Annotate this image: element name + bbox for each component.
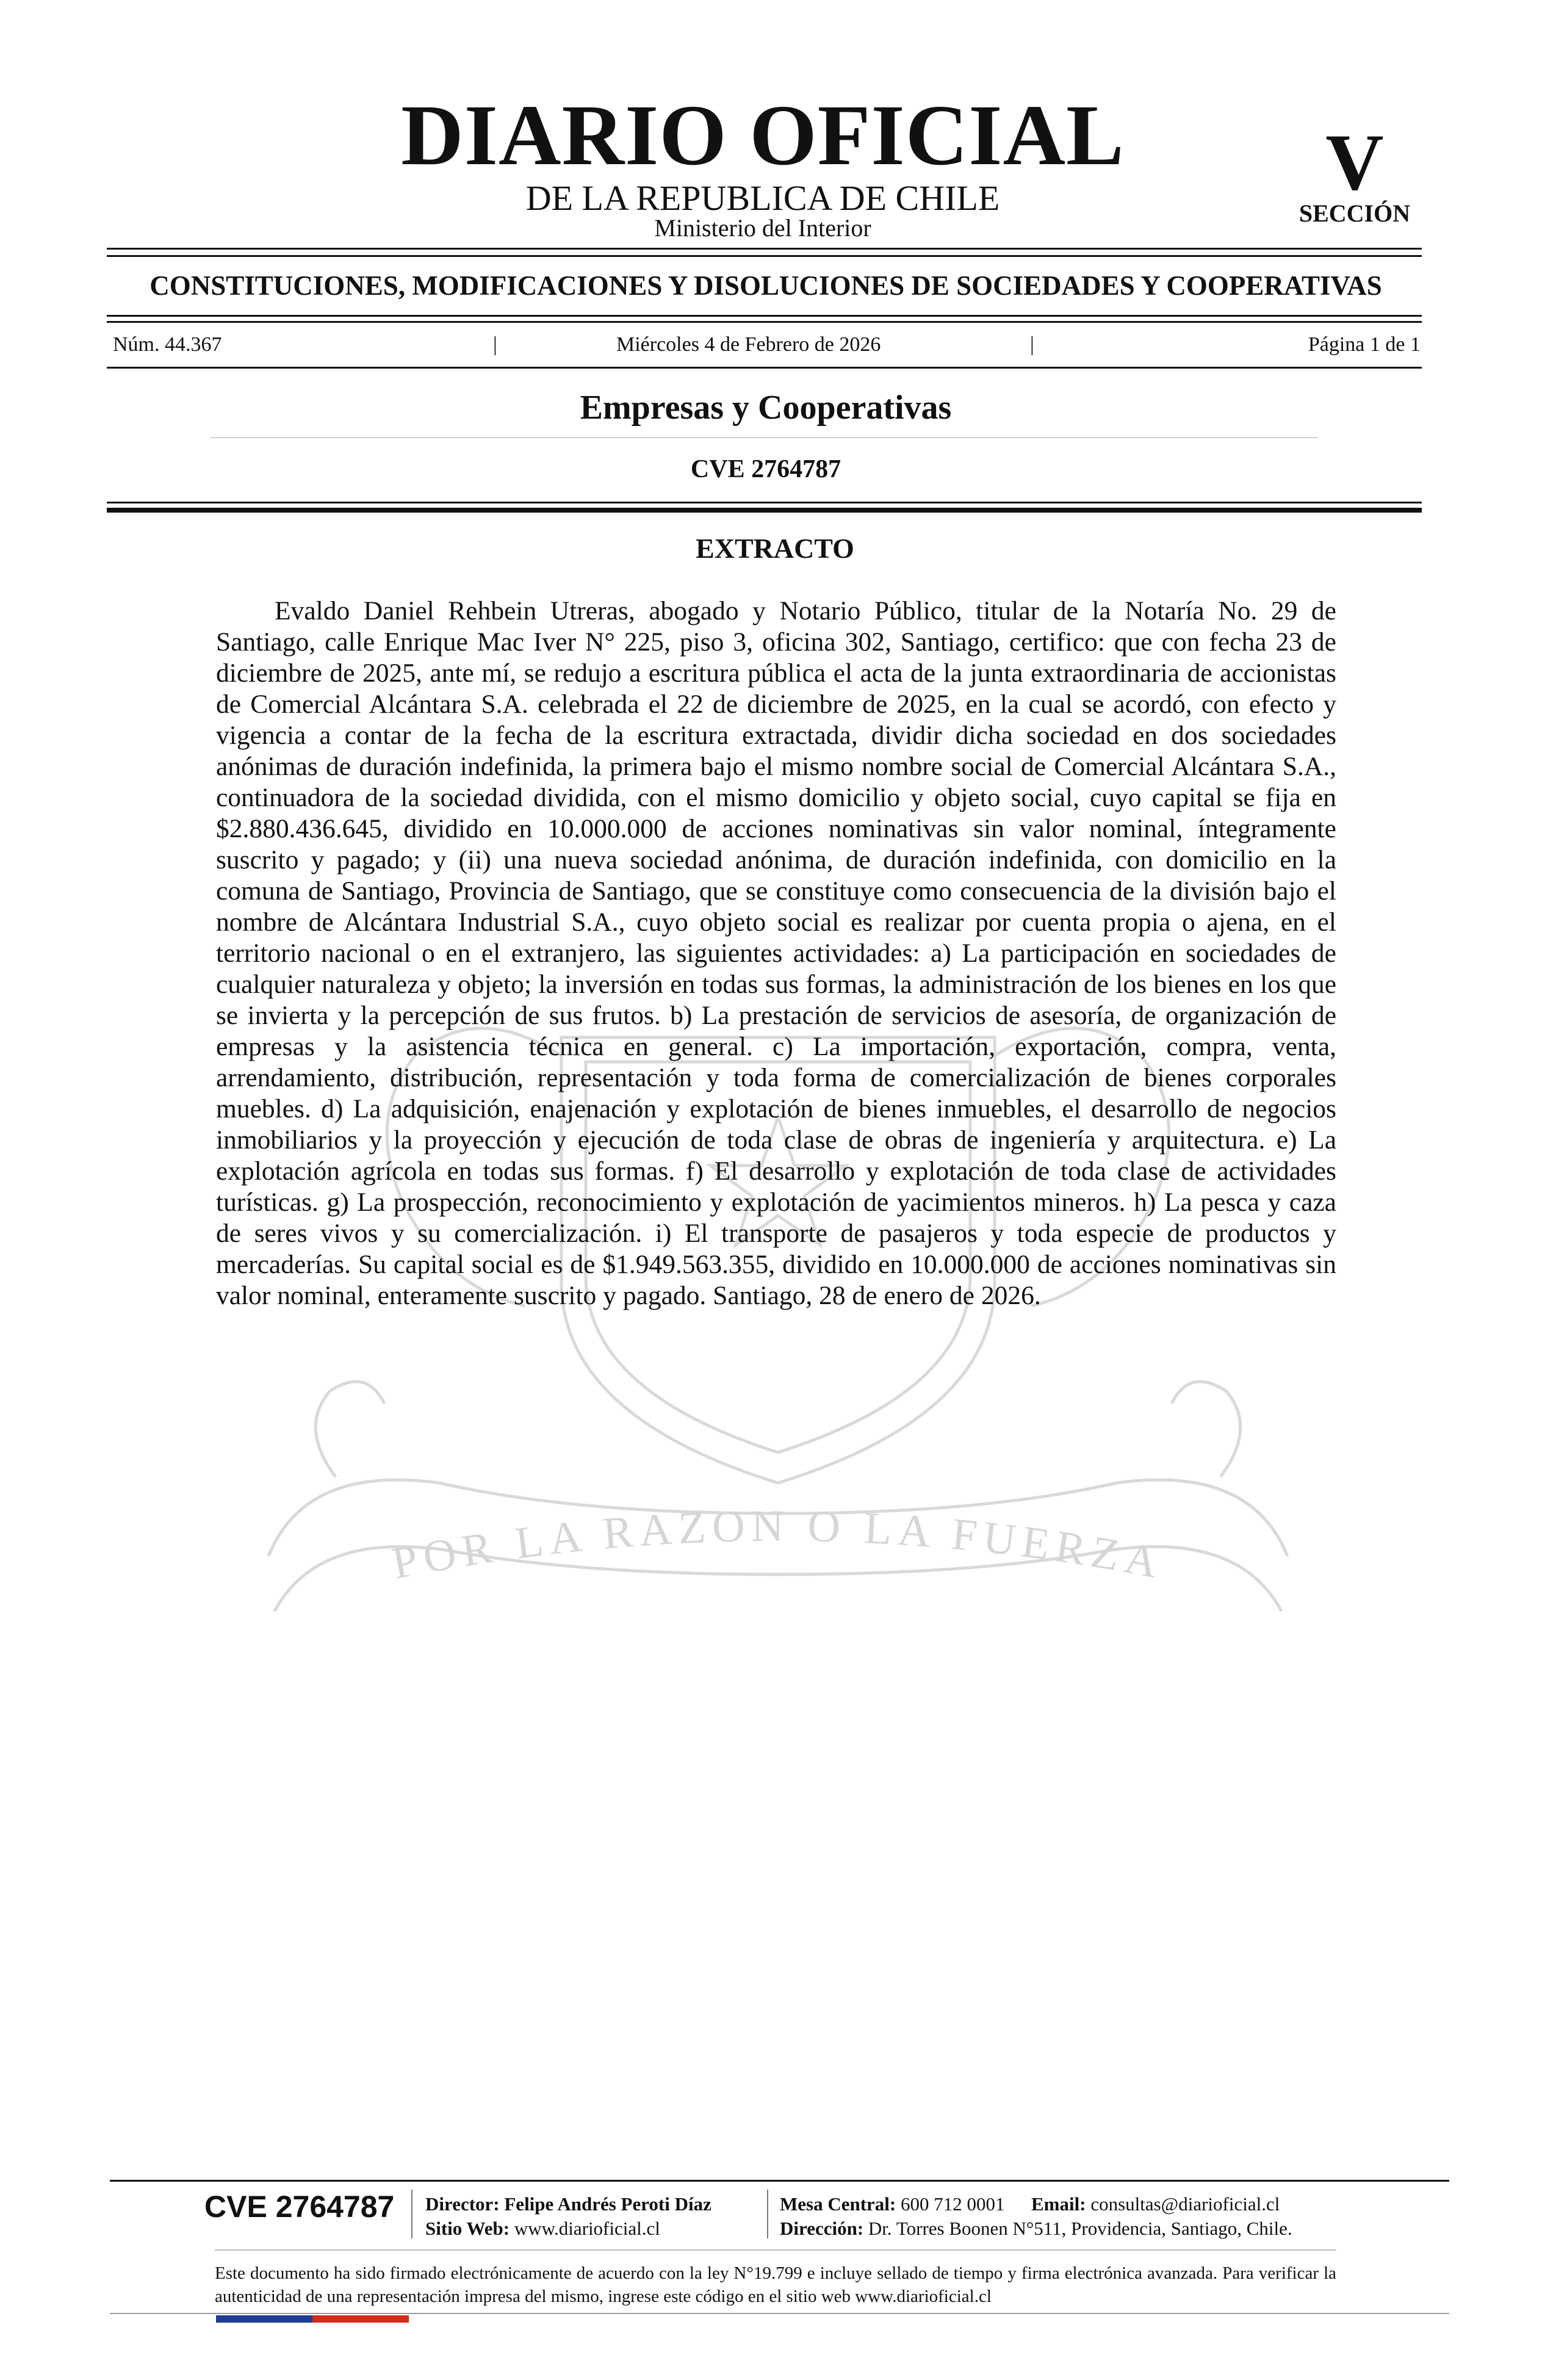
masthead-subtitle: DE LA REPUBLICA DE CHILE <box>525 178 1000 218</box>
footer-director-value: Felipe Andrés Peroti Díaz <box>504 2193 711 2215</box>
footer-rule-middle <box>215 2249 1336 2251</box>
footer-divider <box>411 2190 412 2238</box>
issue-separator: | <box>1030 333 1034 356</box>
footer-legal-notice: Este documento ha sido firmado electrónicamente de acuerdo con la ley N°19.799 e incluye sellado de tiempo y firma electrónica avanzada. Para verificar la autenticidad de una representación impresa del mismo, ingrese este código en el sitio web www.diarioficial.cl <box>215 2263 1336 2306</box>
issue-date: Miércoles 4 de Febrero de 2026 <box>616 333 881 356</box>
extract-title: EXTRACTO <box>696 533 854 564</box>
issue-page: Página 1 de 1 <box>1308 333 1421 356</box>
category-rule-top <box>107 315 1422 317</box>
masthead-rule-top <box>107 248 1422 250</box>
footer-phone-value: 600 712 0001 <box>901 2193 1005 2215</box>
footer-director <box>425 2194 711 2213</box>
footer-web <box>425 2219 660 2238</box>
footer-rule-bottom <box>110 2313 1449 2314</box>
footer-divider <box>767 2190 768 2238</box>
headline-rule-thin <box>107 502 1422 503</box>
footer-email-label: Email: <box>1031 2193 1086 2215</box>
issue-rule <box>107 367 1422 369</box>
headline-divider <box>211 437 1318 438</box>
headline-rule-thick <box>107 508 1422 513</box>
extract-body: Evaldo Daniel Rehbein Utreras, abogado y Notario Público, titular de la Notaría No. 29 de Santiago, calle Enrique Mac Iver N° 225, piso 3, oficina 302, Santiago, certifico: que con fecha 23 de diciembre de 2025, ante mí, se redujo a escritura pública el acta de la junta extraordinaria de accionistas de Comercial Alcántara S.A. celebrada el 22 de diciembre de 2025, en la cual se acordó, con efecto y vigencia a contar de la fecha de la escritura extractada, dividir dicha sociedad en dos sociedades anónimas de duración indefinida, la primera bajo el mismo nombre social de Comercial Alcántara S.A., continuadora de la sociedad dividida, con el mismo domicilio y objeto social, cuyo capital se fija en $2.880.436.645, dividido en 10.000.000 de acciones nominativas sin valor nominal, íntegramente suscrito y pagado; y (ii) una nueva sociedad anónima, de duración indefinida, con domicilio en la comuna de Santiago, Provincia de Santiago, que se constituye como consecuencia de la división bajo el nombre de Alcántara Industrial S.A., cuyo objeto social es realizar por cuenta propia o ajena, en el territorio nacional o en el extranjero, las siguientes actividades: a) La participación en sociedades de cualquier naturaleza y objeto; la inversión en todas sus formas, la administración de los bienes en los que se invierta y la percepción de sus frutos. b) La prestación de servicios de asesoría, de organización de empresas y la asistencia técnica en general. c) La importación, exportación, compra, venta, arrendamiento, distribución, representación y toda forma de comercialización de bienes corporales muebles. d) La adquisición, enajenación y explotación de bienes inmuebles, el desarrollo de negocios inmobiliarios y la proyección y ejecución de toda clase de obras de ingeniería y arquitectura. e) La explotación agrícola en todas sus formas. f) El desarrollo y explotación de toda clase de actividades turísticas. g) La prospección, reconocimiento y explotación de yacimientos mineros. h) La pesca y caza de seres vivos y su comercialización. i) El transporte de pasajeros y toda especie de productos y mercaderías. Su capital social es de $1.949.563.355, dividido en 10.000.000 de acciones nominativas sin valor nominal, enteramente suscrito y pagado. Santiago, 28 de enero de 2026. <box>216 596 1336 1310</box>
issue-number: Núm. 44.367 <box>113 333 222 356</box>
masthead-ministry: Ministerio del Interior <box>654 214 871 242</box>
cve-code: CVE 2764787 <box>690 455 841 483</box>
footer-address-value: Dr. Torres Boonen N°511, Providencia, Santiago, Chile. <box>868 2218 1292 2239</box>
footer-address-label: Dirección: <box>780 2218 864 2239</box>
footer-cve-code: CVE 2764787 <box>204 2190 395 2224</box>
category-rule-bottom <box>107 321 1422 323</box>
footer-phone-label: Mesa Central: <box>780 2193 896 2215</box>
masthead-rule-bottom <box>107 255 1422 257</box>
footer-email-link[interactable]: consultas@diarioficial.cl <box>1090 2193 1280 2215</box>
flag-stripe-blue <box>216 2315 312 2323</box>
section-headline: Empresas y Cooperativas <box>580 389 952 427</box>
section-letter: V <box>1325 117 1384 207</box>
masthead-title: DIARIO OFICIAL <box>401 87 1125 183</box>
footer-director-label: Director: <box>425 2193 500 2215</box>
footer-web-link[interactable]: www.diarioficial.cl <box>514 2218 660 2239</box>
footer-address <box>780 2219 1292 2238</box>
seal-motto: POR LA RAZON O LA FUERZA <box>388 1501 1168 1589</box>
category-heading: CONSTITUCIONES, MODIFICACIONES Y DISOLUCIONES DE SOCIEDADES Y COOPERATIVAS <box>149 270 1382 301</box>
footer-rule-top <box>110 2180 1449 2182</box>
footer-web-label: Sitio Web: <box>425 2218 510 2239</box>
issue-separator: | <box>493 333 497 356</box>
section-word: SECCIÓN <box>1298 200 1411 227</box>
footer-contact <box>780 2194 1280 2213</box>
flag-stripe-red <box>312 2315 409 2323</box>
